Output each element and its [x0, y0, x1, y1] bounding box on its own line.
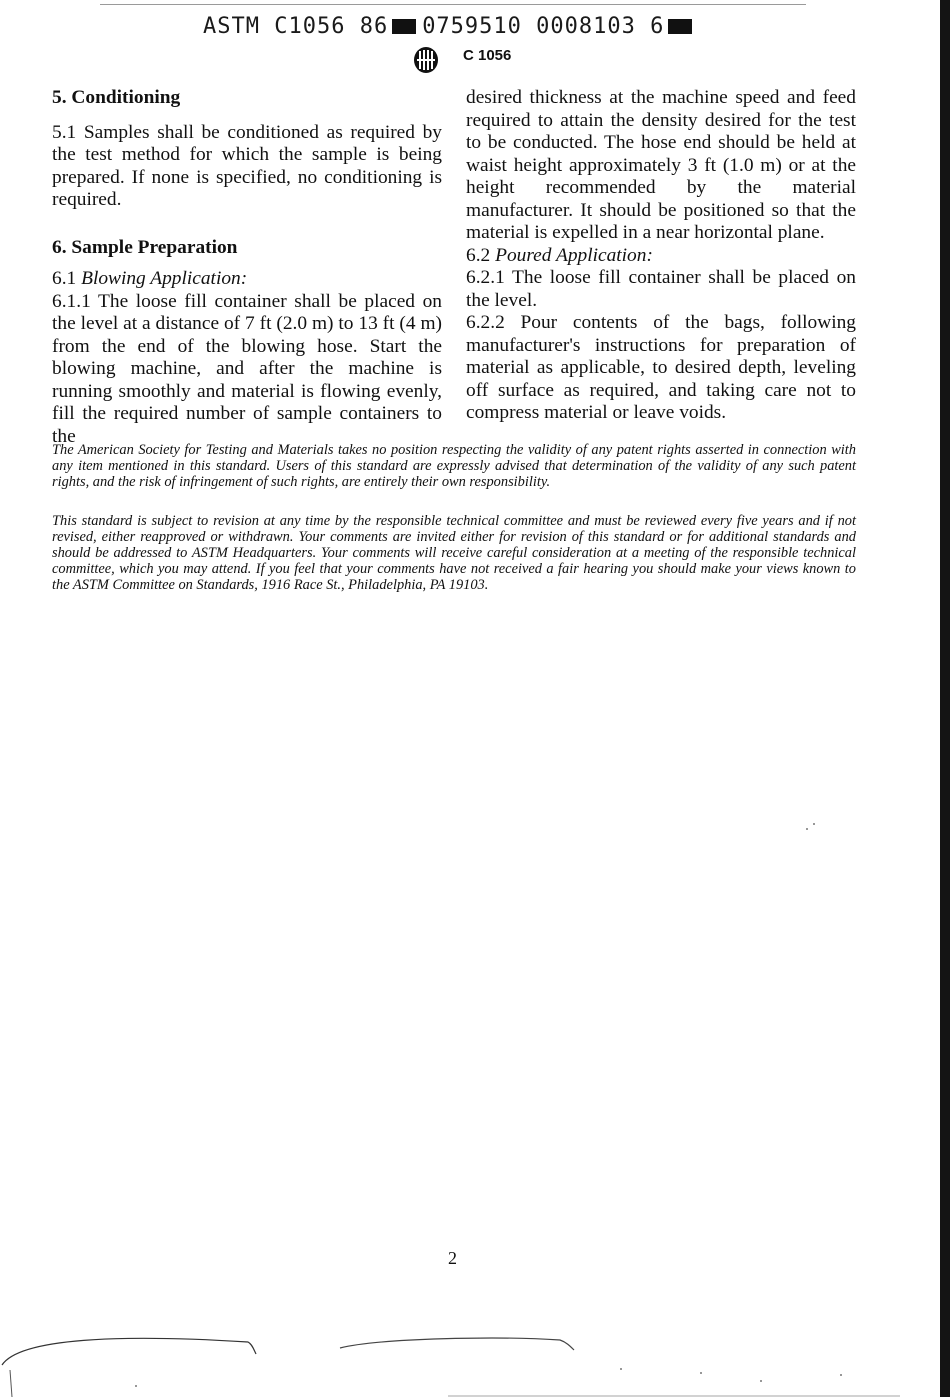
paragraph-6-2-1: 6.2.1 The loose fill container shall be placed on the level.	[466, 267, 856, 311]
revision-notice: This standard is subject to revision at any time by the responsible technical committee and must be reviewed every five years and if not revised, either reapproved or withdrawn. Your comments are invited either for revision of this standard or for additional standards and should be addressed to ASTM Headquarters. Your comments will receive careful consideration at a meeting of the responsible technical committee, which you may attend. If you feel that your comments have not received a fair hearing you should make your views known to the ASTM Committee on Standards, 1916 Race St., Philadelphia, PA 19103.	[52, 513, 856, 593]
scan-top-rule	[100, 4, 806, 5]
section-6-heading: 6. Sample Preparation	[52, 236, 238, 258]
paragraph-6-1-1: 6.1.1 The loose fill container shall be placed on the level at a distance of 7 ft (2.0 m) to 13 ft (4 m) from the end of the blowing hose. Start the blowing machine, and after the machine is running smoothly and material is flowing evenly, fill the required number of sample containers to the	[52, 290, 442, 447]
scan-block-mark	[668, 19, 692, 34]
subsection-6-2-heading	[466, 245, 856, 268]
scan-speck	[760, 1380, 762, 1382]
scan-speck	[806, 828, 808, 830]
scan-speck	[135, 1385, 137, 1387]
scan-header	[203, 14, 698, 39]
scan-speck	[840, 1374, 842, 1376]
subsection-6-1-number: 6.1	[52, 268, 77, 289]
scan-speck	[620, 1368, 622, 1370]
paragraph-6-1-1-continued: desired thickness at the machine speed and feed required to attain the density desired for the test to be conducted. The hose end should be held at waist height approximately 3 ft (1.0 m) or at the height recommended by the material manufacturer. It should be positioned so that the material is expelled in a near horizontal plane.	[466, 87, 856, 243]
patent-notice: The American Society for Testing and Materials takes no position respecting the validity of any patent rights asserted in connection with any item mentioned in this standard. Users of this standard are expressly advised that determination of the validity of any such patent rights, and the risk of infringement of such rights, are entirely their own responsibility.	[52, 442, 856, 490]
scan-header-code: ASTM C1056 86	[203, 14, 389, 39]
standard-designation: C 1056	[463, 47, 512, 64]
paragraph-5-1: 5.1 Samples shall be conditioned as required by the test method for which the sample is being prepared. If none is specified, no conditioning is required.	[52, 121, 442, 210]
left-column	[52, 87, 442, 448]
page-number: 2	[448, 1248, 457, 1268]
section-5-heading: 5. Conditioning	[52, 87, 181, 108]
subsection-6-1-heading	[52, 268, 442, 291]
scan-speck	[700, 1372, 702, 1374]
subsection-6-2-title: Poured Application:	[495, 244, 653, 266]
scan-header-number: 0759510 0008103 6	[422, 14, 665, 39]
scan-artifacts	[0, 1320, 950, 1397]
subsection-6-2-number: 6.2	[466, 244, 491, 266]
scan-edge-bar	[940, 0, 950, 1397]
astm-logo-icon	[413, 46, 439, 74]
paragraph-6-2-2: 6.2.2 Pour contents of the bags, following manufacturer's instructions for preparation of material as applicable, to desired depth, leveling off surface as required, and taking care not to compress material or leave voids.	[466, 312, 856, 423]
right-column	[466, 87, 856, 425]
scan-speck	[813, 823, 815, 825]
scan-block-mark	[392, 19, 416, 34]
subsection-6-1-title: Blowing Application:	[81, 268, 248, 289]
